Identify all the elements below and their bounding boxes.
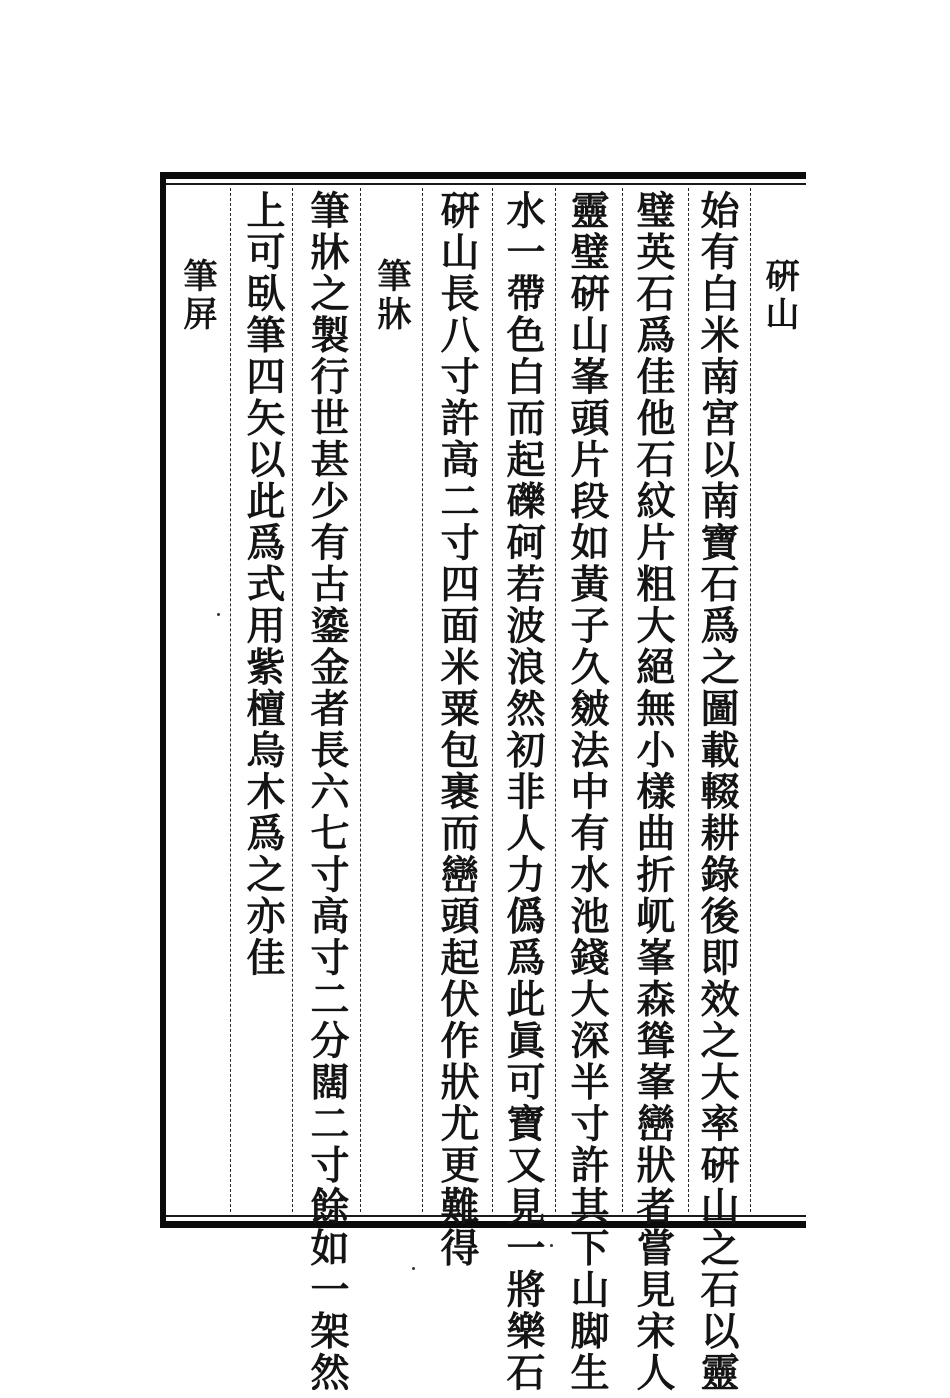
text-column: 靈璧硏山峯頭片段如黃子久皴法中有水池錢大深半寸許其下山脚生: [564, 190, 610, 1394]
ink-speck: [217, 613, 220, 616]
text-column: 始有白米南宮以南寶石爲之圖載輟耕錄後即效之大率硏山之石以靈: [694, 190, 740, 1394]
section-heading-yanshan: 硏山: [759, 258, 799, 334]
column-divider: [750, 188, 751, 1212]
column-divider: [622, 188, 623, 1212]
left-border-rule: [160, 172, 166, 1228]
column-divider: [555, 188, 556, 1212]
text-column: 璧英石爲佳他石紋片粗大絕無小樣曲折屼峯森聳峯巒狀者嘗見宋人: [630, 190, 676, 1394]
column-divider: [360, 188, 361, 1212]
text-column: 筆牀之製行世甚少有古鎏金者長六七寸高寸二分闊二寸餘如一架然: [304, 190, 350, 1394]
top-border-thin-rule: [164, 183, 806, 185]
column-divider: [492, 188, 493, 1212]
text-column: 硏山長八寸許高二寸四面米粟包裹而巒頭起伏作狀尤更難得: [434, 190, 480, 1269]
column-divider: [688, 188, 689, 1212]
ink-speck: [550, 1244, 553, 1247]
text-column: 上可臥筆四矢以此爲式用紫檀烏木爲之亦佳: [240, 190, 286, 979]
section-heading-biping: 筆屏: [177, 258, 217, 334]
column-divider: [230, 188, 231, 1212]
text-column: 水一帶色白而起礫砢若波浪然初非人力僞爲此眞可寶又見一將樂石: [500, 190, 546, 1394]
top-border-rule: [160, 172, 806, 179]
column-divider: [422, 188, 423, 1212]
column-divider: [292, 188, 293, 1212]
section-heading-bichuang: 筆牀: [371, 258, 411, 334]
ink-speck: [412, 1267, 415, 1270]
text-frame: [160, 172, 806, 1394]
